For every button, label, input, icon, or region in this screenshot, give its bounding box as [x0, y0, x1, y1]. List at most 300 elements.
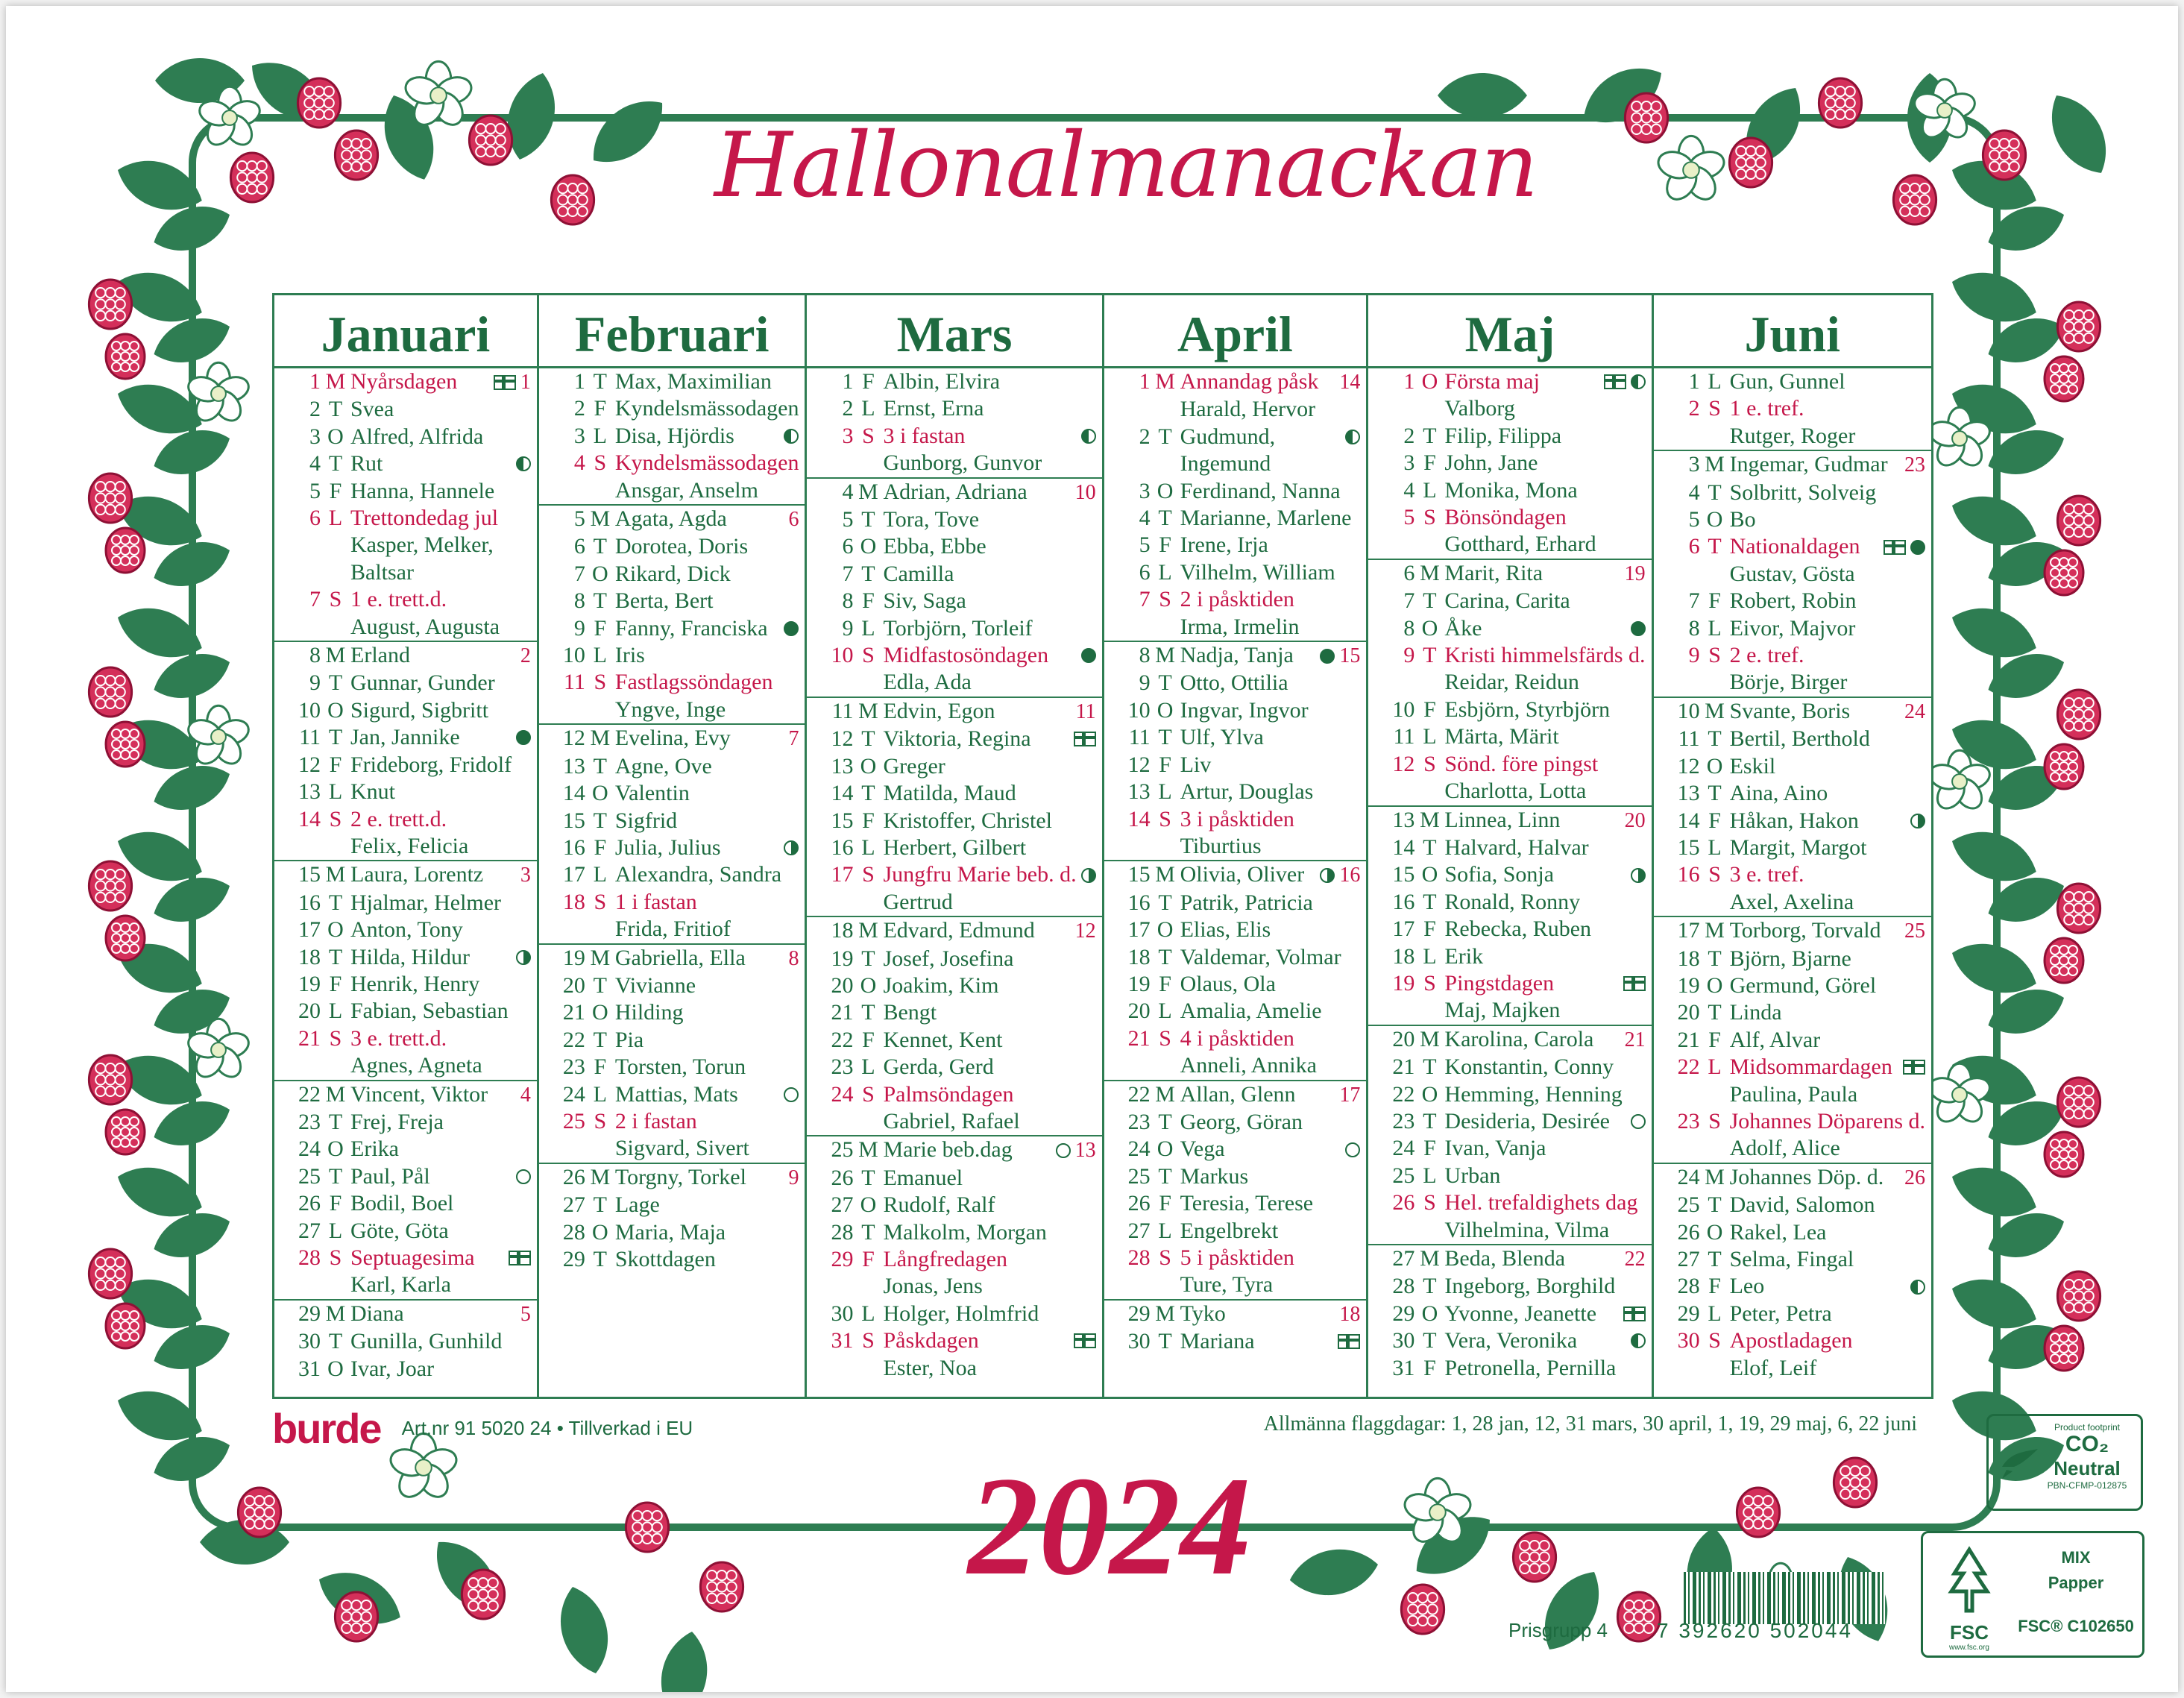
day-row — [1104, 478, 1367, 505]
weekday-letter: T — [1423, 889, 1437, 914]
calendar-sheet — [6, 6, 2178, 1692]
day-row — [539, 753, 805, 780]
day-number: 26 — [1127, 1191, 1151, 1216]
name-day-continued: Anneli, Annika — [1180, 1053, 1317, 1078]
weekday-letter: M — [858, 698, 878, 723]
weekday-letter: M — [858, 1137, 878, 1163]
name-day-continued: Adolf, Alice — [1729, 1136, 1840, 1161]
day-number: 7 — [573, 561, 585, 586]
day-number: 8 — [309, 643, 321, 668]
name-day: Kyndelsmässodagen — [614, 396, 799, 421]
name-day: Filip, Filippa — [1444, 423, 1562, 448]
day-row — [274, 1136, 537, 1163]
moon-phase-full-icon — [1056, 1143, 1071, 1158]
day-row — [274, 1218, 537, 1245]
name-day: Valdemar, Volmar — [1180, 944, 1341, 969]
day-row — [274, 944, 537, 971]
day-number: 24 — [562, 1081, 585, 1107]
day-number: 4 — [1139, 506, 1151, 531]
week-block — [1654, 697, 1931, 916]
day-number: 21 — [1677, 1027, 1700, 1052]
week-number: 25 — [1904, 919, 1926, 943]
weekday-letter: T — [1423, 1328, 1437, 1353]
day-number: 20 — [1677, 1000, 1700, 1025]
day-row — [807, 1081, 1101, 1108]
weekday-letter: T — [1158, 890, 1172, 915]
day-number: 25 — [1392, 1163, 1415, 1188]
weekday-letter: T — [1158, 1329, 1172, 1354]
name-day: Hemming, Henning — [1444, 1081, 1623, 1107]
name-day: Johannes Döp. d. — [1729, 1164, 1884, 1189]
day-number: 14 — [1677, 808, 1700, 833]
weekday-letter: F — [862, 588, 875, 614]
day-number: 17 — [1677, 918, 1700, 943]
day-number: 16 — [298, 890, 321, 915]
moon-phase-last-icon — [516, 456, 531, 471]
weekday-letter: S — [1159, 587, 1171, 612]
day-number: 6 — [842, 534, 854, 559]
day-row — [274, 779, 537, 805]
month-days — [274, 368, 537, 1397]
weekday-letter: T — [1158, 725, 1172, 750]
day-row — [274, 971, 537, 998]
swedish-flag-icon — [1338, 1334, 1360, 1349]
day-row — [539, 1027, 805, 1054]
day-number: 11 — [299, 725, 321, 750]
weekday-letter: M — [590, 726, 611, 751]
weekday-letter: T — [593, 1027, 607, 1052]
name-day: Evelina, Evy — [614, 726, 731, 751]
weekday-letter: O — [1421, 615, 1438, 641]
week-number: 19 — [1624, 562, 1646, 585]
moon-phase-first-icon — [1320, 868, 1335, 883]
day-number: 5 — [842, 507, 854, 532]
moon-phase-last-icon — [1345, 430, 1360, 444]
name-day: Gunilla, Gunhild — [350, 1329, 503, 1354]
weekday-letter: F — [329, 971, 342, 996]
day-number: 30 — [1127, 1329, 1151, 1354]
day-row — [807, 1054, 1101, 1081]
day-row — [807, 561, 1101, 588]
day-row — [539, 1081, 805, 1108]
day-number: 2 — [1403, 423, 1415, 448]
name-day: Georg, Göran — [1180, 1109, 1303, 1134]
day-number: 22 — [1392, 1081, 1415, 1107]
week-block — [1104, 1080, 1367, 1299]
weekday-letter: O — [860, 972, 877, 998]
day-number: 21 — [1392, 1054, 1415, 1080]
day-number: 21 — [1127, 1025, 1151, 1051]
raspberry-icon — [2057, 1078, 2100, 1127]
day-row — [1104, 724, 1367, 751]
day-row — [1104, 532, 1367, 559]
day-row — [1368, 751, 1651, 778]
moon-phase-first-icon — [1910, 814, 1925, 828]
swedish-flag-icon — [509, 1251, 531, 1265]
name-day: Vera, Veronika — [1444, 1328, 1578, 1353]
week-block — [807, 697, 1101, 916]
day-number: 13 — [831, 753, 854, 779]
weekday-letter: M — [1705, 698, 1725, 723]
name-day: Gudmund, — [1180, 424, 1276, 449]
day-number: 19 — [1677, 972, 1700, 998]
name-day: 4 i påsktiden — [1180, 1025, 1294, 1051]
day-row — [1654, 1301, 1931, 1327]
name-day: Tyko — [1180, 1301, 1226, 1326]
day-number: 15 — [298, 862, 321, 887]
day-row — [1368, 861, 1651, 888]
price-group: Prisgrupp 4 — [1508, 1619, 1608, 1641]
day-row — [807, 999, 1101, 1026]
week-block — [1654, 916, 1931, 1163]
day-row — [1104, 806, 1367, 833]
name-day: Esbjörn, Styrbjörn — [1444, 697, 1611, 722]
name-day: Rikard, Dick — [614, 561, 731, 586]
name-day: Nyårsdagen — [350, 369, 458, 394]
name-day: Åke — [1444, 615, 1482, 641]
raspberry-icon — [106, 1304, 145, 1348]
name-day-continued: Sigvard, Sivert — [614, 1136, 749, 1161]
day-number: 10 — [1677, 698, 1700, 723]
name-day: Håkan, Hakon — [1729, 808, 1859, 833]
name-day: Marie beb.dag — [883, 1137, 1013, 1163]
name-day-continued: Ingemund — [1180, 451, 1271, 477]
name-day: Elias, Elis — [1180, 917, 1271, 943]
name-day: Agata, Agda — [614, 506, 727, 532]
name-day: Ingeborg, Borghild — [1444, 1274, 1616, 1299]
day-row — [1654, 861, 1931, 888]
day-row — [1104, 368, 1367, 396]
week-number: 14 — [1339, 371, 1361, 394]
week-number: 23 — [1904, 453, 1926, 477]
day-number: 12 — [1127, 752, 1151, 777]
name-day: Solbritt, Solveig — [1729, 479, 1877, 505]
day-number: 6 — [1403, 560, 1415, 585]
day-row — [1104, 916, 1367, 943]
name-day-continued: Valborg — [1444, 396, 1515, 421]
fsc-tree-icon — [1939, 1544, 1999, 1618]
name-day: Emanuel — [883, 1165, 963, 1190]
week-number: 20 — [1624, 808, 1646, 832]
week-number: 21 — [1624, 1028, 1646, 1051]
weekday-letter: T — [1708, 534, 1722, 559]
weekday-letter: O — [327, 1136, 344, 1162]
weekday-letter: T — [861, 1000, 875, 1025]
day-number: 15 — [1127, 862, 1151, 887]
day-row — [274, 1245, 537, 1271]
raspberry-icon — [89, 667, 131, 717]
name-day: Ivan, Vanja — [1444, 1136, 1546, 1161]
day-number: 7 — [1139, 587, 1151, 612]
weekday-letter: T — [593, 753, 607, 779]
name-day-continued: Gabriel, Rafael — [883, 1108, 1020, 1133]
week-number: 12 — [1074, 919, 1096, 943]
day-number: 19 — [831, 946, 854, 971]
raspberry-icon — [2045, 1132, 2083, 1177]
week-block — [807, 477, 1101, 697]
weekday-letter: O — [1706, 1219, 1723, 1245]
day-row — [539, 780, 805, 807]
day-row — [807, 1246, 1101, 1273]
weekday-letter: S — [594, 1108, 607, 1133]
weekday-letter: F — [1159, 752, 1171, 777]
day-row — [807, 1027, 1101, 1054]
raspberry-icon — [106, 1110, 145, 1154]
month-column — [537, 295, 805, 1397]
day-row — [807, 1192, 1101, 1219]
day-number: 12 — [831, 726, 854, 752]
month-name: Juni — [1654, 295, 1931, 368]
name-day: Beda, Blenda — [1444, 1246, 1566, 1271]
day-row — [1368, 943, 1651, 970]
name-day: David, Salomon — [1729, 1192, 1875, 1218]
day-row — [274, 368, 537, 396]
name-day-continued: Rutger, Roger — [1729, 423, 1856, 448]
name-day: Kristi himmelsfärds d. — [1444, 643, 1646, 668]
day-number: 16 — [1392, 889, 1415, 914]
name-day: Amalia, Amelie — [1180, 999, 1322, 1024]
day-row — [539, 861, 805, 888]
weekday-letter: S — [1159, 1245, 1171, 1270]
day-row — [1104, 1081, 1367, 1109]
day-number: 25 — [831, 1137, 854, 1163]
day-row — [539, 1219, 805, 1246]
moon-phase-first-icon — [516, 950, 531, 965]
weekday-letter: T — [861, 946, 875, 971]
weekday-letter: T — [1708, 781, 1722, 806]
weekday-letter: O — [860, 753, 877, 779]
week-block — [539, 368, 805, 504]
weekday-letter: M — [325, 862, 346, 887]
name-day: Vincent, Viktor — [350, 1081, 488, 1107]
name-day: John, Jane — [1444, 450, 1538, 476]
day-row — [1654, 1192, 1931, 1219]
month-column — [1652, 295, 1931, 1397]
weekday-letter: M — [858, 479, 878, 504]
day-number: 2 — [1139, 424, 1151, 449]
name-day: Margit, Margot — [1729, 834, 1867, 860]
day-row — [807, 533, 1101, 560]
weekday-letter: O — [592, 1219, 608, 1245]
weekday-letter: T — [1423, 423, 1437, 448]
day-number: 17 — [298, 917, 321, 943]
name-day-continued: Yngve, Inge — [614, 697, 726, 722]
weekday-letter: F — [862, 808, 875, 833]
name-day: Gunnar, Gunder — [350, 670, 495, 696]
name-day: Monika, Mona — [1444, 477, 1578, 503]
day-row — [274, 396, 537, 423]
day-number: 15 — [562, 808, 585, 833]
name-day: Sofia, Sonja — [1444, 862, 1555, 887]
day-row — [274, 424, 537, 450]
weekday-letter: M — [1705, 1164, 1725, 1189]
day-row — [1368, 970, 1651, 997]
month-name: Februari — [539, 295, 805, 368]
day-row — [807, 753, 1101, 780]
week-block — [807, 916, 1101, 1135]
day-row — [1654, 972, 1931, 999]
day-row — [1654, 808, 1931, 834]
weekday-letter: S — [1423, 751, 1436, 776]
day-number: 18 — [1392, 943, 1415, 969]
name-day-continued: Reidar, Reidun — [1444, 670, 1579, 695]
name-day: Edvard, Edmund — [883, 918, 1035, 943]
name-day: Tora, Tove — [883, 507, 980, 532]
name-day: Valentin — [614, 781, 690, 806]
weekday-letter: L — [593, 643, 607, 668]
day-number: 3 — [1403, 450, 1415, 476]
name-day-continued: Ture, Tyra — [1180, 1272, 1274, 1298]
weekday-letter: M — [1155, 369, 1175, 394]
name-day: Robert, Robin — [1729, 588, 1857, 614]
weekday-letter: T — [861, 726, 875, 752]
name-day: 3 e. tref. — [1729, 862, 1804, 887]
raspberry-icon — [2045, 356, 2083, 401]
day-number: 29 — [1677, 1301, 1700, 1326]
month-column — [1366, 295, 1651, 1397]
day-row — [1368, 1355, 1651, 1382]
day-row — [1368, 1108, 1651, 1135]
weekday-letter: T — [593, 369, 607, 394]
day-row — [1654, 642, 1931, 669]
day-row — [1654, 588, 1931, 614]
name-day-continued: Gotthard, Erhard — [1444, 532, 1596, 557]
week-block — [1368, 368, 1651, 559]
day-row — [1104, 779, 1367, 805]
day-row — [807, 698, 1101, 726]
weekday-letter: F — [862, 1247, 875, 1271]
name-day: Camilla — [883, 561, 954, 586]
month-name: Mars — [807, 295, 1101, 368]
day-row — [1368, 723, 1651, 750]
weekday-letter: L — [593, 1081, 607, 1107]
day-number: 26 — [1392, 1190, 1415, 1216]
weekday-letter: S — [1708, 862, 1721, 887]
name-day: Erland — [350, 643, 410, 668]
month-days — [807, 368, 1101, 1397]
day-row — [807, 1327, 1101, 1354]
swedish-flag-icon — [494, 375, 516, 390]
moon-phase-new-icon — [784, 621, 799, 636]
name-day: Vega — [1180, 1136, 1225, 1162]
day-number: 23 — [1677, 1108, 1700, 1133]
weekday-letter: T — [328, 1329, 343, 1354]
day-number: 17 — [1392, 916, 1415, 942]
weekday-letter: F — [1423, 1355, 1436, 1380]
swedish-flag-icon — [1623, 1306, 1646, 1321]
day-row — [807, 368, 1101, 395]
weekday-letter: T — [1158, 944, 1172, 969]
day-number: 16 — [831, 834, 854, 860]
day-number: 19 — [1127, 971, 1151, 996]
day-row — [1104, 971, 1367, 998]
day-number: 2 — [842, 396, 854, 421]
day-row — [539, 506, 805, 533]
name-day: Torgny, Torkel — [614, 1164, 746, 1189]
day-number: 16 — [562, 834, 585, 860]
swedish-flag-icon — [1074, 1333, 1096, 1348]
weekday-letter: S — [862, 1081, 875, 1107]
day-number: 24 — [1392, 1136, 1415, 1161]
day-number: 7 — [1688, 588, 1700, 614]
weekday-letter: S — [1708, 396, 1721, 421]
day-number: 30 — [831, 1301, 854, 1326]
day-row — [1654, 753, 1931, 780]
name-day: 2 e. tref. — [1729, 643, 1804, 668]
weekday-letter: L — [1423, 943, 1437, 969]
weekday-letter: L — [1158, 999, 1172, 1024]
weekday-letter: T — [328, 725, 343, 750]
swedish-flag-icon — [1604, 374, 1626, 389]
name-day: Sönd. före pingst — [1444, 751, 1599, 776]
week-number: 13 — [1074, 1139, 1096, 1163]
day-row — [274, 1081, 537, 1109]
raspberry-icon — [1834, 1458, 1876, 1507]
moon-phase-full-icon — [1345, 1142, 1360, 1157]
day-row — [807, 1219, 1101, 1246]
week-number: 8 — [788, 946, 799, 970]
weekday-letter: M — [325, 643, 346, 668]
moon-phase-first-icon — [1081, 868, 1096, 883]
weekday-letter: S — [1708, 643, 1721, 668]
day-row — [1104, 586, 1367, 613]
moon-phase-full-icon — [784, 1087, 799, 1102]
day-row — [539, 808, 805, 834]
name-day: Ferdinand, Nanna — [1180, 478, 1341, 503]
name-day-continued: Harald, Hervor — [1180, 397, 1316, 422]
weekday-letter: S — [1423, 505, 1436, 530]
day-row — [807, 1136, 1101, 1164]
raspberry-icon — [89, 1249, 131, 1298]
month-days — [1104, 368, 1367, 1397]
day-row — [1368, 834, 1651, 861]
day-row — [1104, 1190, 1367, 1217]
day-number: 7 — [309, 587, 321, 612]
day-number: 27 — [562, 1192, 585, 1218]
day-number: 10 — [1392, 697, 1415, 722]
weekday-letter: L — [1708, 1054, 1722, 1080]
day-row — [1104, 1245, 1367, 1271]
name-day: Liv — [1180, 752, 1212, 777]
day-number: 29 — [1392, 1301, 1415, 1326]
name-day-continued: Ansgar, Anselm — [614, 477, 758, 503]
name-day: Trettondedag jul — [350, 506, 499, 531]
day-number: 15 — [1677, 834, 1700, 860]
day-row — [1368, 450, 1651, 477]
name-day-continued: Kasper, Melker, — [350, 532, 494, 558]
weekday-letter: F — [1708, 1274, 1721, 1299]
day-row — [807, 479, 1101, 506]
name-day: Max, Maximilian — [614, 369, 772, 394]
raspberry-icon — [89, 861, 131, 911]
week-number: 2 — [520, 644, 531, 668]
weekday-letter: O — [1706, 972, 1723, 998]
name-day: Paul, Pål — [350, 1163, 430, 1189]
name-day: Viktoria, Regina — [883, 726, 1031, 752]
weekday-letter: O — [1156, 1136, 1174, 1162]
day-row — [807, 588, 1101, 614]
raspberry-icon — [106, 916, 145, 960]
day-number: 4 — [1403, 477, 1415, 503]
month-column — [805, 295, 1101, 1397]
weekday-letter: F — [1423, 916, 1436, 942]
day-row — [274, 1163, 537, 1190]
name-day: Peter, Petra — [1729, 1301, 1832, 1326]
day-row — [1104, 1136, 1367, 1163]
day-row — [1368, 807, 1651, 834]
leaf-icon — [2037, 84, 2121, 184]
name-day: Bo — [1729, 507, 1756, 532]
